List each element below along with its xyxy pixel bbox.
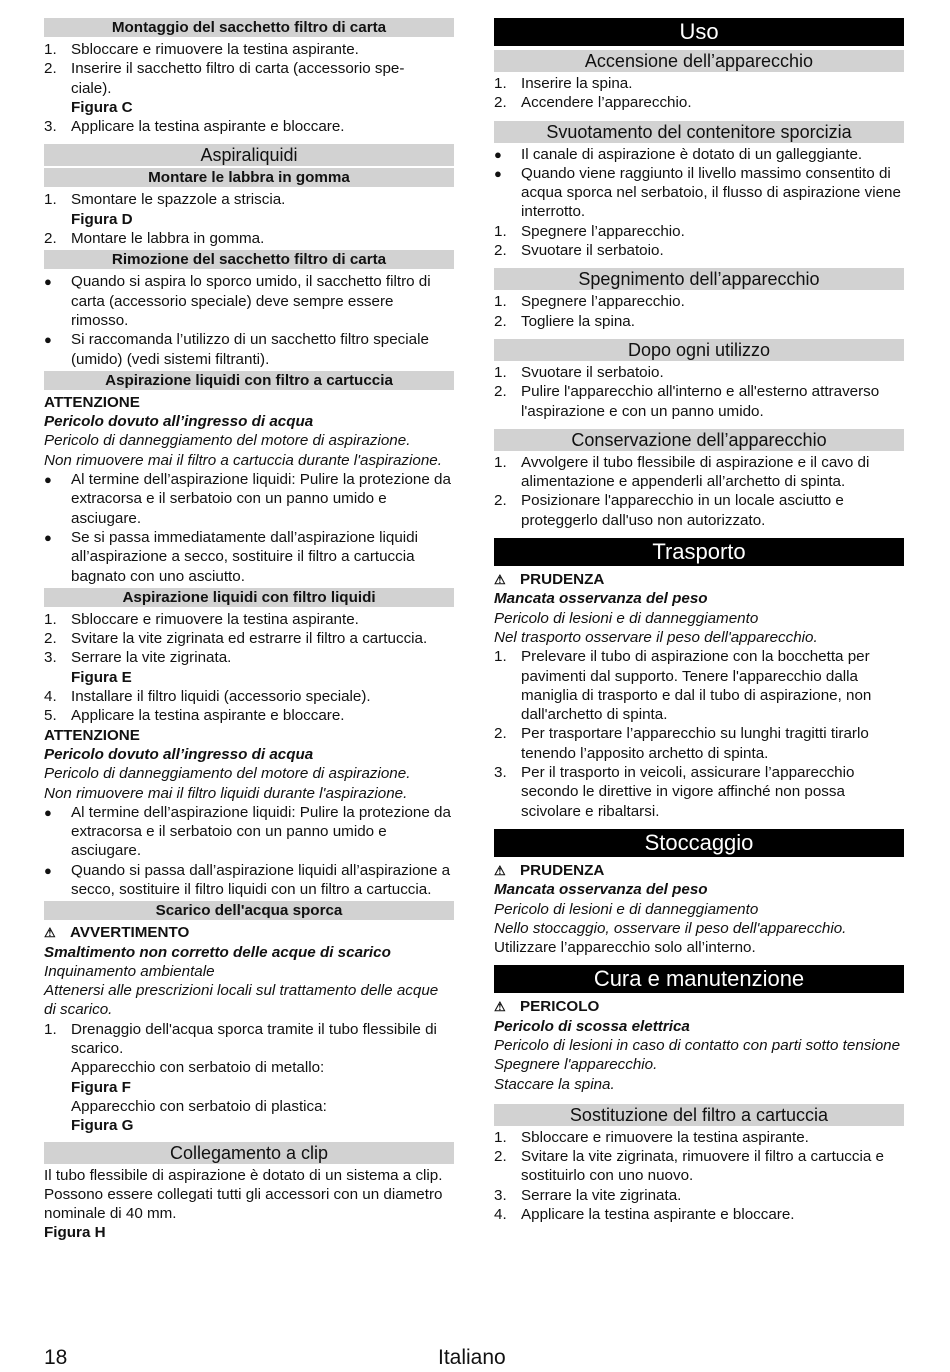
list-item: 2. Svitare la vite zigrinata ed estrarre il filtro a cartuccia.	[44, 630, 428, 648]
heading-svuotamento: Svuotamento del contenitore sporcizia	[494, 121, 904, 143]
list-item: 2. Pulire l'apparecchio all'interno e all'esterno attraverso l'aspirazione e con un panno umido.	[494, 383, 880, 420]
list-item: 3. Serrare la vite zigrinata.	[44, 649, 232, 667]
heading-accensione: Accensione dell’apparecchio	[494, 50, 904, 72]
warning-text: Pericolo di lesioni in caso di contatto con parti sotto tensione	[494, 1036, 901, 1054]
section-cura: Cura e manutenzione	[494, 965, 904, 993]
list-item: 2. Montare le labbra in gomma.	[44, 230, 265, 248]
warning-text: Non rimuovere mai il filtro a cartuccia durante l'aspirazione.	[44, 451, 442, 469]
note-text: Apparecchio con serbatoio di plastica:	[71, 1097, 327, 1115]
list-item: 2. Per trasportare l’apparecchio su lunghi tragitti tirarlo tenendo l’apposito archetto di spinta.	[494, 725, 869, 762]
heading-cartuccia: Aspirazione liquidi con filtro a cartuccia	[44, 371, 454, 390]
paragraph: Il tubo flessibile di aspirazione è dotato di un sistema a clip. Possono essere collegati tutti gli accessori con un diametro nominale di 40 mm.	[44, 1166, 443, 1223]
right-column	[494, 18, 904, 1224]
bullet-item: ● Quando viene raggiunto il livello massimo consentito di acqua sporca nel serbatoio, il flusso di aspirazione viene interrotto.	[494, 164, 901, 221]
list-item: 2. Svuotare il serbatoio.	[494, 242, 664, 260]
heading-montaggio: Montaggio del sacchetto filtro di carta	[44, 18, 454, 37]
warning-subtitle: Pericolo di scossa elettrica	[494, 1017, 690, 1035]
heading-dopo: Dopo ogni utilizzo	[494, 339, 904, 361]
warning-subtitle: Mancata osservanza del peso	[494, 590, 708, 608]
list-item: 1. Drenaggio dell'acqua sporca tramite il tubo flessibile di scarico.	[44, 1020, 437, 1058]
list-item: 4. Installare il filtro liquidi (accessorio speciale).	[44, 688, 371, 706]
warning-subtitle: Pericolo dovuto all’ingresso di acqua	[44, 413, 314, 431]
list-item: 5. Applicare la testina aspirante e bloccare.	[44, 707, 345, 725]
warning-subtitle: Pericolo dovuto all’ingresso di acqua	[44, 745, 314, 763]
section-trasporto: Trasporto	[494, 538, 904, 566]
warning-label: ⚠ PRUDENZA	[494, 861, 605, 879]
section-clip: Collegamento a clip	[44, 1142, 454, 1164]
warning-subtitle: Mancata osservanza del peso	[494, 881, 708, 899]
list-item: 1. Sbloccare e rimuovere la testina aspirante.	[494, 1128, 809, 1146]
warning-text: Pericolo di danneggiamento del motore di aspirazione.	[44, 765, 411, 783]
list-item: 4. Applicare la testina aspirante e bloccare.	[494, 1206, 795, 1224]
list-item: 1. Spegnere l’apparecchio.	[494, 293, 685, 311]
bullet-item: ● Quando si aspira lo sporco umido, il sacchetto filtro di carta (accessorio speciale) deve sempre essere rimosso.	[44, 273, 431, 329]
list-item: 1. Smontare le spazzole a striscia.	[44, 191, 286, 209]
page-number: 18	[44, 1346, 68, 1369]
list-item: 3. Applicare la testina aspirante e bloccare.	[44, 118, 345, 136]
bullet-item: ● Si raccomanda l’utilizzo di un sacchetto filtro speciale (umido) (vedi sistemi filtranti).	[44, 331, 429, 368]
heading-conservazione: Conservazione dell’apparecchio	[494, 429, 904, 451]
figure-ref: Figura C	[71, 98, 133, 116]
warning-label: ⚠ AVVERTIMENTO	[44, 924, 190, 942]
list-item: 3. Per il trasporto in veicoli, assicurare l’apparecchio secondo le direttive in vigore affinché non possa scivolare e ribaltarsi.	[494, 764, 855, 820]
left-column	[44, 18, 454, 1243]
section-stoccaggio: Stoccaggio	[494, 829, 904, 857]
list-item: 2. Svitare la vite zigrinata, rimuovere il filtro a cartuccia e sostituirlo con uno nuovo.	[494, 1148, 884, 1185]
warning-label: ATTENZIONE	[44, 726, 140, 744]
bullet-item: ● Se si passa immediatamente dall’aspirazione liquidi all’aspirazione a secco, sostituire il filtro a cartuccia bagnato con uno asciutto.	[44, 528, 418, 585]
warning-label: ATTENZIONE	[44, 393, 140, 411]
heading-rimozione: Rimozione del sacchetto filtro di carta	[44, 250, 454, 269]
warning-text: Non rimuovere mai il filtro liquidi durante l'aspirazione.	[44, 784, 408, 802]
list-item: 1. Sbloccare e rimuovere la testina aspirante.	[44, 41, 359, 58]
section-uso: Uso	[494, 18, 904, 46]
list-item: 1. Sbloccare e rimuovere la testina aspirante.	[44, 610, 359, 628]
bullet-item: ● Al termine dell’aspirazione liquidi: Pulire la protezione da extracorsa e il serbatoio con un panno umido e asciugare.	[44, 471, 451, 527]
warning-text: Nello stoccaggio, osservare il peso dell'apparecchio.	[494, 919, 847, 937]
warning-text: Nel trasporto osservare il peso dell'apparecchio.	[494, 628, 818, 646]
warning-text: Staccare la spina.	[494, 1075, 615, 1093]
warning-triangle-icon: ⚠	[494, 572, 506, 588]
warning-text: Pericolo di danneggiamento del motore di aspirazione.	[44, 432, 411, 450]
figure-ref: Figura G	[71, 1117, 134, 1135]
list-item: 3. Serrare la vite zigrinata.	[494, 1186, 682, 1204]
warning-text: Inquinamento ambientale	[44, 962, 215, 980]
list-item: 1. Inserire la spina.	[494, 75, 633, 92]
heading-filtro-liquidi: Aspirazione liquidi con filtro liquidi	[44, 588, 454, 607]
figure-ref: Figura H	[44, 1224, 106, 1242]
list-item: 2. Posizionare l'apparecchio in un locale asciutto e proteggerlo dall'uso non autorizzato.	[494, 492, 844, 529]
warning-triangle-icon: ⚠	[494, 999, 506, 1015]
heading-scarico: Scarico dell'acqua sporca	[44, 901, 454, 920]
footer-language: Italiano	[438, 1346, 506, 1369]
bullet-item: ● Il canale di aspirazione è dotato di un galleggiante.	[494, 145, 863, 163]
warning-subtitle: Smaltimento non corretto delle acque di scarico	[44, 943, 391, 961]
warning-text: Pericolo di lesioni e di danneggiamento	[494, 609, 759, 627]
section-aspiraliquidi: Aspiraliquidi	[44, 144, 454, 166]
paragraph: Utilizzare l’apparecchio solo all’interno.	[494, 939, 756, 957]
list-item: 2. Inserire il sacchetto filtro di carta (accessorio spe- ciale).	[44, 60, 405, 97]
warning-text: Attenersi alle prescrizioni locali sul trattamento delle acque di scarico.	[44, 982, 439, 1019]
list-item: 1. Prelevare il tubo di aspirazione con la bocchetta per pavimenti dal supporto. Tenere l'apparecchio dalla maniglia di trasporto e dal il tubo di aspirazione, non dall'archetto di spinta.	[494, 648, 872, 724]
warning-text: Pericolo di lesioni e di danneggiamento	[494, 900, 759, 918]
warning-triangle-icon: ⚠	[494, 862, 506, 878]
list-item: 1. Svuotare il serbatoio.	[494, 363, 664, 381]
figure-ref: Figura D	[71, 210, 133, 228]
heading-spegnimento: Spegnimento dell’apparecchio	[494, 268, 904, 290]
list-item: 1. Spegnere l’apparecchio.	[494, 222, 685, 240]
list-item: 2. Togliere la spina.	[494, 312, 635, 330]
heading-labbra: Montare le labbra in gomma	[44, 168, 454, 187]
heading-sostituzione: Sostituzione del filtro a cartuccia	[494, 1104, 904, 1126]
warning-text: Spegnere l'apparecchio.	[494, 1056, 658, 1074]
list-item: 1. Avvolgere il tubo flessibile di aspirazione e il cavo di alimentazione e appenderli all’archetto di spinta.	[494, 453, 870, 491]
figure-ref: Figura E	[71, 668, 132, 686]
warning-label: ⚠ PERICOLO	[494, 998, 600, 1016]
note-text: Apparecchio con serbatoio di metallo:	[71, 1059, 325, 1077]
warning-triangle-icon: ⚠	[44, 925, 56, 941]
list-item: 2. Accendere l’apparecchio.	[494, 94, 692, 112]
bullet-item: ● Al termine dell’aspirazione liquidi: Pulire la protezione da extracorsa e il serbatoio con un panno umido e asciugare.	[44, 803, 451, 860]
figure-ref: Figura F	[71, 1078, 131, 1096]
bullet-item: ● Quando si passa dall’aspirazione liquidi all’aspirazione a secco, sostituire il filtro liquidi con un filtro a cartuccia.	[44, 861, 451, 898]
warning-label: ⚠ PRUDENZA	[494, 571, 605, 589]
